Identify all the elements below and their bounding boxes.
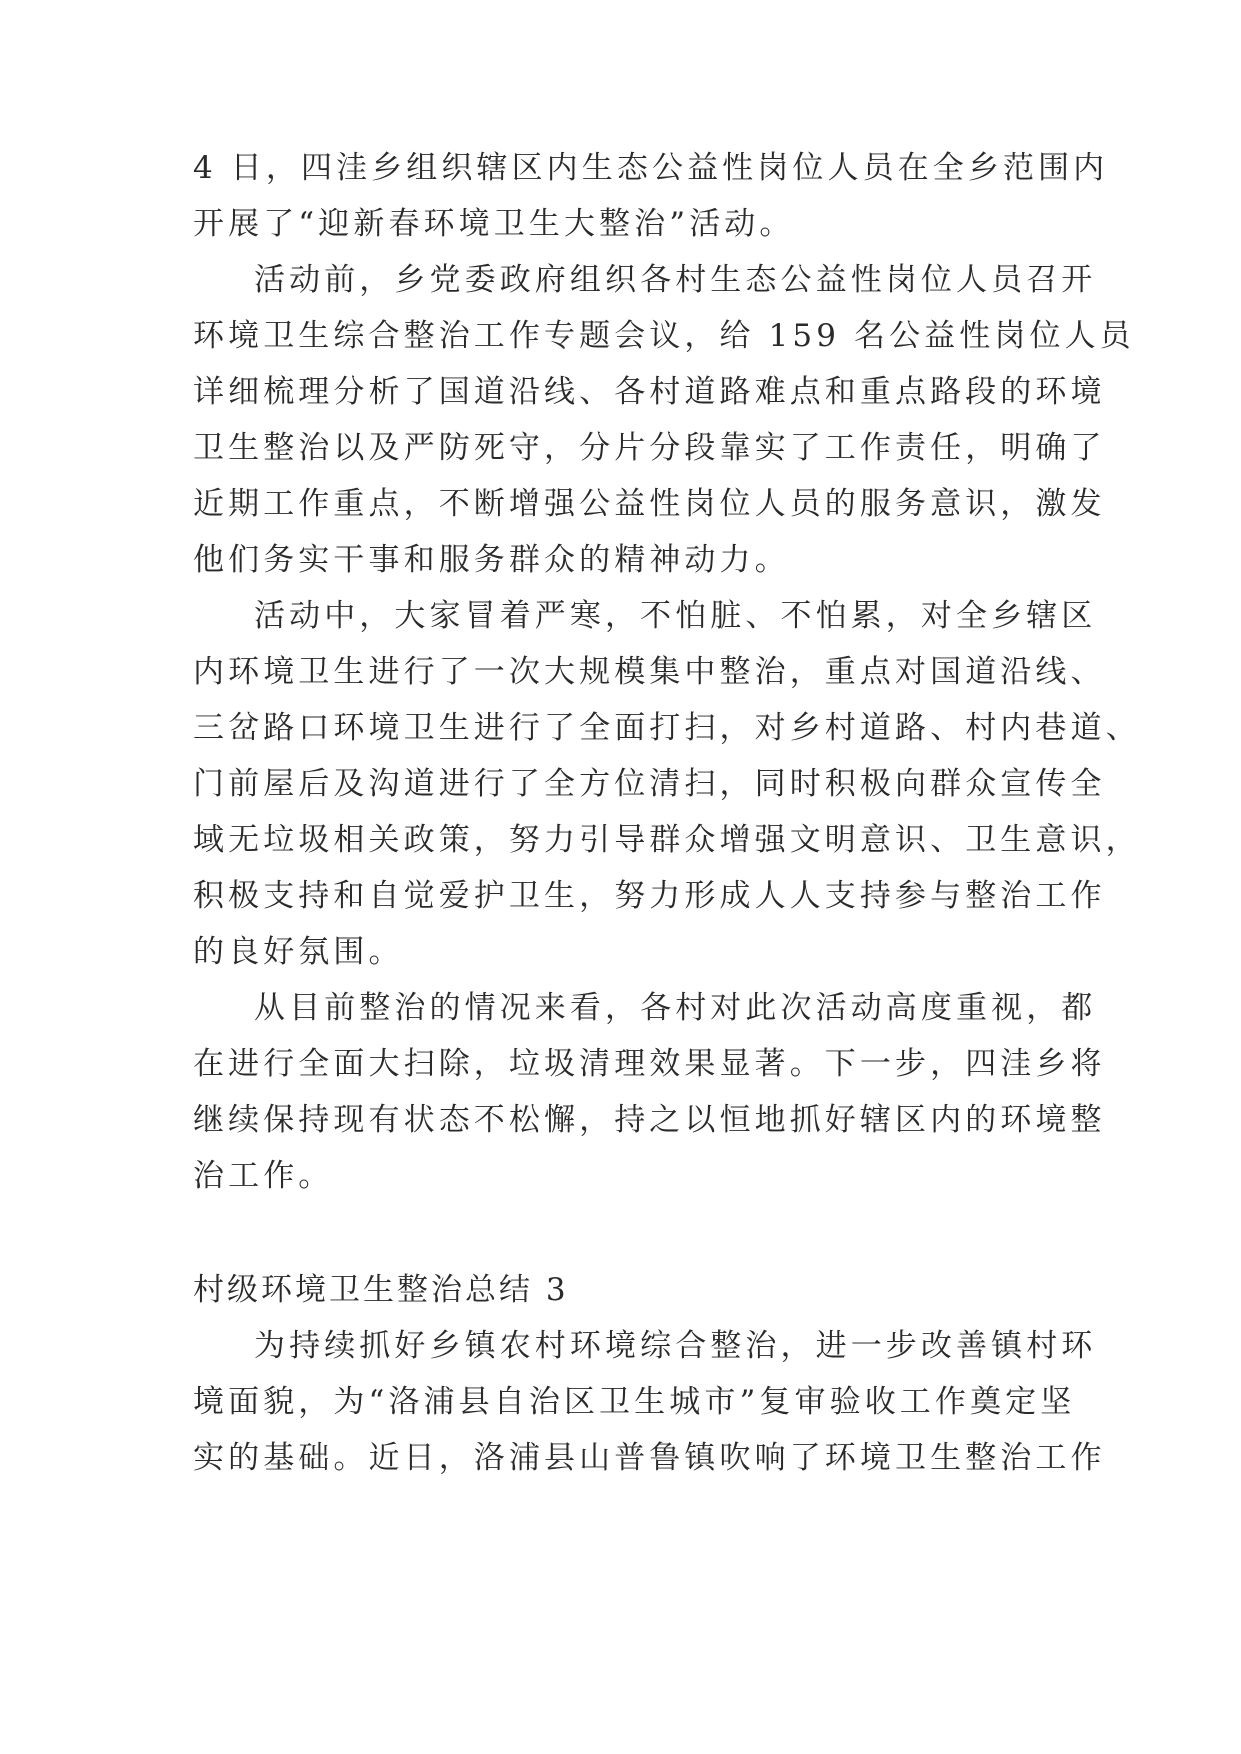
paragraph-3-line-6: 积极支持和自觉爱护卫生，努力形成人人支持参与整治工作: [193, 878, 1106, 914]
paragraph-5-line-3: 实的基础。近日，洛浦县山普鲁镇吹响了环境卫生整治工作: [193, 1440, 1106, 1476]
paragraph-3-line-3: 三岔路口环境卫生进行了全面打扫，对乡村道路、村内巷道、: [193, 710, 1141, 746]
paragraph-4-line-2: 在进行全面大扫除，垃圾清理效果显著。下一步，四洼乡将: [193, 1046, 1106, 1082]
paragraph-1-line-1: 4 日，四洼乡组织辖区内生态公益性岗位人员在全乡范围内: [193, 150, 1109, 186]
paragraph-4-line-3: 继续保持现有状态不松懈，持之以恒地抓好辖区内的环境整: [193, 1102, 1106, 1138]
paragraph-2-line-2: 环境卫生综合整治工作专题会议，给 159 名公益性岗位人员: [193, 318, 1135, 354]
paragraph-3-line-2: 内环境卫生进行了一次大规模集中整治，重点对国道沿线、: [193, 654, 1106, 690]
paragraph-2-line-1: 活动前，乡党委政府组织各村生态公益性岗位人员召开: [254, 262, 1097, 298]
paragraph-2-line-4: 卫生整治以及严防死守，分片分段靠实了工作责任，明确了: [193, 430, 1106, 466]
paragraph-3-line-5: 域无垃圾相关政策，努力引导群众增强文明意识、卫生意识，: [193, 822, 1141, 858]
paragraph-1-line-2: 开展了“迎新春环境卫生大整治”活动。: [193, 206, 795, 242]
paragraph-2-line-5: 近期工作重点，不断增强公益性岗位人员的服务意识，激发: [193, 486, 1106, 522]
paragraph-5-line-2: 境面貌，为“洛浦县自治区卫生城市”复审验收工作奠定坚: [193, 1384, 1076, 1420]
paragraph-2-line-3: 详细梳理分析了国道沿线、各村道路难点和重点路段的环境: [193, 374, 1106, 410]
section-heading: 村级环境卫生整治总结 3: [193, 1272, 569, 1308]
paragraph-3-line-4: 门前屋后及沟道进行了全方位清扫，同时积极向群众宣传全: [193, 766, 1106, 802]
paragraph-3-line-7: 的良好氛围。: [193, 934, 404, 970]
paragraph-4-line-4: 治工作。: [193, 1158, 334, 1194]
paragraph-2-line-6: 他们务实干事和服务群众的精神动力。: [193, 542, 790, 578]
paragraph-3-line-1: 活动中，大家冒着严寒，不怕脏、不怕累，对全乡辖区: [254, 598, 1097, 634]
paragraph-5-line-1: 为持续抓好乡镇农村环境综合整治，进一步改善镇村环: [254, 1328, 1097, 1364]
paragraph-4-line-1: 从目前整治的情况来看，各村对此次活动高度重视，都: [254, 990, 1097, 1026]
